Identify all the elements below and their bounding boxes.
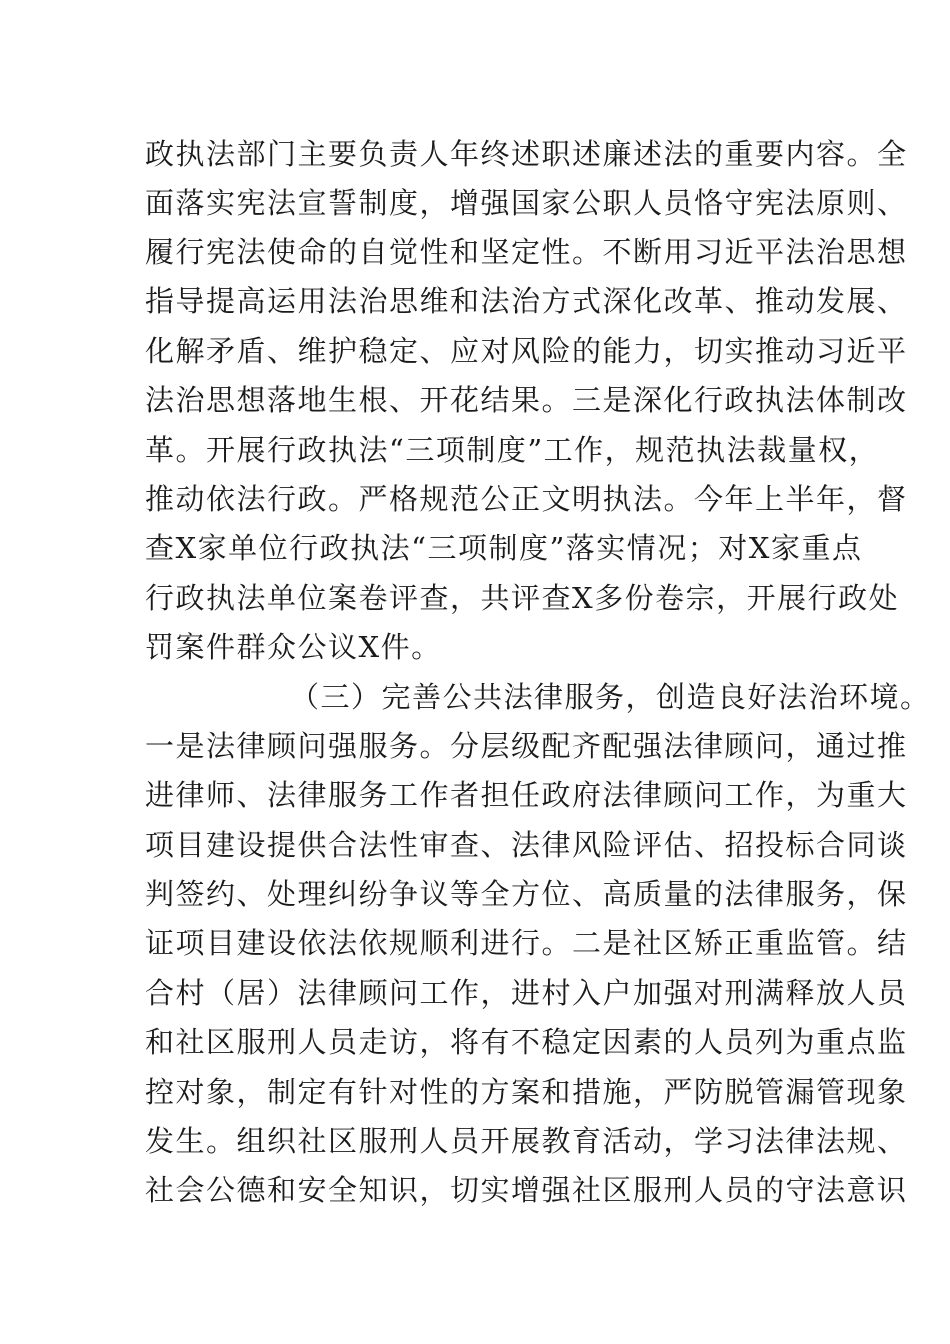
text-line: 判签约、处理纠纷争议等全方位、高质量的法律服务，保 xyxy=(145,877,908,911)
text-line: 证项目建设依法依规顺利进行。二是社区矫正重监管。结 xyxy=(145,926,908,960)
text-line: 控对象，制定有针对性的方案和措施，严防脱管漏管现象 xyxy=(145,1075,908,1109)
text-line: 和社区服刑人员走访，将有不稳定因素的人员列为重点监 xyxy=(145,1025,908,1059)
text-line: 面落实宪法宣誓制度，增强国家公职人员恪守宪法原则、 xyxy=(145,186,908,220)
text-line: 行政执法单位案卷评查，共评查X多份卷宗，开展行政处 xyxy=(145,581,900,615)
text-line: 推动依法行政。严格规范公正文明执法。今年上半年，督 xyxy=(145,482,908,516)
text-line: 一是法律顾问强服务。分层级配齐配强法律顾问，通过推 xyxy=(145,729,908,763)
text-line: 革。开展行政执法“三项制度”工作，规范执法裁量权， xyxy=(145,433,880,467)
text-line: 发生。组织社区服刑人员开展教育活动，学习法律法规、 xyxy=(145,1124,908,1158)
text-line: 指导提高运用法治思维和法治方式深化改革、推动发展、 xyxy=(145,284,908,318)
text-line: 社会公德和安全知识，切实增强社区服刑人员的守法意识 xyxy=(145,1173,908,1207)
text-line: 项目建设提供合法性审查、法律风险评估、招投标合同谈 xyxy=(145,828,908,862)
text-line: 履行宪法使命的自觉性和坚定性。不断用习近平法治思想 xyxy=(145,235,908,269)
text-line: 查X家单位行政执法“三项制度”落实情况；对X家重点 xyxy=(145,531,863,565)
text-line: 罚案件群众公议X件。 xyxy=(145,630,442,664)
text-line: 化解矛盾、维护稳定、应对风险的能力，切实推动习近平 xyxy=(145,334,908,368)
text-line: 合村（居）法律顾问工作，进村入户加强对刑满释放人员 xyxy=(145,976,908,1010)
text-line: 法治思想落地生根、开花结果。三是深化行政执法体制改 xyxy=(145,383,908,417)
section-heading: （三）完善公共法律服务，创造良好法治环境。 xyxy=(290,680,931,714)
text-line: 进律师、法律服务工作者担任政府法律顾问工作，为重大 xyxy=(145,778,908,812)
text-line: 政执法部门主要负责人年终述职述廉述法的重要内容。全 xyxy=(145,137,908,171)
